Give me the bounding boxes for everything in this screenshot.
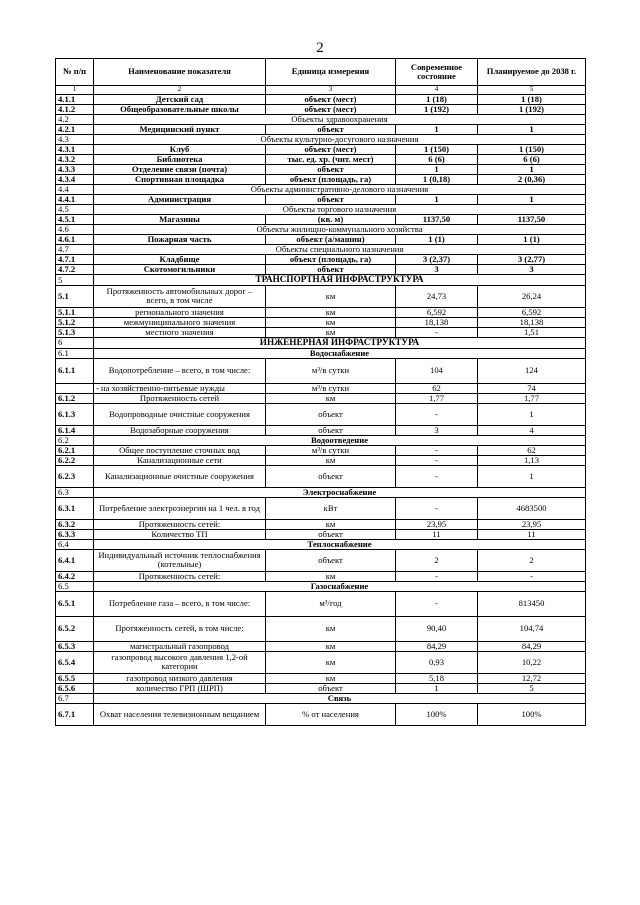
unit-cell: объект [266, 195, 396, 205]
row-number: 4.1.2 [56, 105, 94, 115]
unit-cell: объект [266, 549, 396, 571]
indicator-name: Канализационные сети [94, 455, 266, 465]
section-title: Электроснабжение [94, 487, 586, 497]
indicator-name: - на хозяйственно-питьевые нужды [94, 383, 266, 393]
col-header-unit: Единица измерения [266, 59, 396, 86]
unit-cell: объект [266, 403, 396, 425]
indicator-name: Водозаборные сооружения [94, 425, 266, 435]
col-index: 5 [478, 86, 586, 95]
page-number: 2 [316, 40, 324, 56]
table-row [56, 383, 586, 393]
col-header-name: Наименование показателя [94, 59, 266, 86]
unit-cell: км [266, 519, 396, 529]
indicator-name: Водопотребление – всего, в том числе: [94, 358, 266, 383]
row-number: 6.5.2 [56, 616, 94, 641]
current-value: 23,95 [396, 519, 478, 529]
col-index: 3 [266, 86, 396, 95]
planned-value: 1 (192) [478, 105, 586, 115]
table-row [56, 235, 586, 245]
planned-value: 18,138 [478, 317, 586, 327]
current-value: 1 (1) [396, 235, 478, 245]
current-value: 3 (2,37) [396, 255, 478, 265]
current-value: 1 [396, 683, 478, 693]
indicator-name: Протяженность сетей: [94, 519, 266, 529]
section-number: 6.1 [56, 348, 94, 358]
row-number: 4.1.1 [56, 95, 94, 105]
section-title: ТРАНСПОРТНАЯ ИНФРАСТРУКТУРА [94, 275, 586, 286]
table-row [56, 317, 586, 327]
row-number: 5.1.2 [56, 317, 94, 327]
planned-value: 5 [478, 683, 586, 693]
row-number: 4.2.1 [56, 125, 94, 135]
current-value: 90,40 [396, 616, 478, 641]
planned-value: 2 [478, 549, 586, 571]
section-title: Водоснабжение [94, 348, 586, 358]
indicator-name: Кладбище [94, 255, 266, 265]
table-row [56, 215, 586, 225]
table-row [56, 403, 586, 425]
row-number [56, 383, 94, 393]
unit-cell: объект (а/машин) [266, 235, 396, 245]
table-row [56, 105, 586, 115]
row-number: 6.3.1 [56, 497, 94, 519]
table-row [56, 591, 586, 616]
table-row [56, 641, 586, 651]
table-row [56, 307, 586, 317]
table-row [56, 155, 586, 165]
planned-value: 4683500 [478, 497, 586, 519]
table-row [56, 465, 586, 487]
unit-cell: % от населения [266, 703, 396, 725]
current-value: 1 (150) [396, 145, 478, 155]
section-title: Связь [94, 693, 586, 703]
current-value: 24,73 [396, 285, 478, 307]
indicator-name: Протяженность сетей, в том числе: [94, 616, 266, 641]
planned-value: 11 [478, 529, 586, 539]
current-value: - [396, 403, 478, 425]
planned-value: 1 [478, 165, 586, 175]
unit-cell: кВт [266, 497, 396, 519]
current-value: 6,592 [396, 307, 478, 317]
section-title: Объекты торгового назначения [94, 205, 586, 215]
table-row [56, 393, 586, 403]
table-row [56, 125, 586, 135]
current-value: 1 [396, 195, 478, 205]
table-row [56, 651, 586, 673]
section-title: Объекты жилищно-коммунального хозяйства [94, 225, 586, 235]
table-row [56, 497, 586, 519]
table-row [56, 549, 586, 571]
planned-value: 1 [478, 465, 586, 487]
row-number: 6.4.1 [56, 549, 94, 571]
planned-value: - [478, 571, 586, 581]
indicator-name: Отделение связи (почта) [94, 165, 266, 175]
planned-value: 84,29 [478, 641, 586, 651]
col-header-current: Современное состояние [396, 59, 478, 86]
row-number: 4.3.2 [56, 155, 94, 165]
section-title: Газоснабжение [94, 581, 586, 591]
planned-value: 1 [478, 125, 586, 135]
indicator-name: Спортивная площадка [94, 175, 266, 185]
current-value: 3 [396, 425, 478, 435]
table-row [56, 673, 586, 683]
current-value: 1 (192) [396, 105, 478, 115]
indicator-name: Потребление газа – всего, в том числе: [94, 591, 266, 616]
section-number: 6 [56, 337, 94, 348]
row-number: 6.1.3 [56, 403, 94, 425]
unit-cell: км [266, 651, 396, 673]
row-number: 4.3.3 [56, 165, 94, 175]
section-row [56, 348, 586, 358]
table-row [56, 445, 586, 455]
planned-value: 1,51 [478, 327, 586, 337]
indicator-name: Потребление электроэнергии на 1 чел. в год [94, 497, 266, 519]
planned-value: 62 [478, 445, 586, 455]
section-title: Объекты культурно-досугового назначения [94, 135, 586, 145]
indicator-name: регионального значения [94, 307, 266, 317]
planned-value: 3 [478, 265, 586, 275]
current-value: 11 [396, 529, 478, 539]
planned-value: 1 (1) [478, 235, 586, 245]
section-title: ИНЖЕНЕРНАЯ ИНФРАСТРУКТУРА [94, 337, 586, 348]
row-number: 6.2.3 [56, 465, 94, 487]
unit-cell: км [266, 641, 396, 651]
current-value: 84,29 [396, 641, 478, 651]
section-number: 6.2 [56, 435, 94, 445]
row-number: 4.5.1 [56, 215, 94, 225]
current-value: 2 [396, 549, 478, 571]
indicator-name: Количество ТП [94, 529, 266, 539]
current-value: - [396, 465, 478, 487]
indicator-name: Индивидуальный источник теплоснабжения (котельные) [94, 549, 266, 571]
planned-value: 3 (2,77) [478, 255, 586, 265]
planned-value: 1 [478, 195, 586, 205]
planned-value: 1 [478, 403, 586, 425]
section-number: 4.5 [56, 205, 94, 215]
indicator-name: Канализационные очистные сооружения [94, 465, 266, 487]
indicator-name: количество ГРП (ШРП) [94, 683, 266, 693]
planned-value: 104,74 [478, 616, 586, 641]
current-value: - [396, 445, 478, 455]
section-number: 4.3 [56, 135, 94, 145]
current-value: 1137,50 [396, 215, 478, 225]
indicator-name: Общее поступление сточных вод [94, 445, 266, 455]
current-value: - [396, 591, 478, 616]
row-number: 4.6.1 [56, 235, 94, 245]
unit-cell: объект [266, 425, 396, 435]
indicator-name: магистральный газопровод [94, 641, 266, 651]
section-row [56, 487, 586, 497]
planned-value: 1,13 [478, 455, 586, 465]
section-number: 6.4 [56, 539, 94, 549]
unit-cell: км [266, 616, 396, 641]
unit-cell: объект (мест) [266, 145, 396, 155]
unit-cell: объект [266, 125, 396, 135]
indicator-name: Детский сад [94, 95, 266, 105]
current-value: 0,93 [396, 651, 478, 673]
section-row [56, 337, 586, 348]
indicator-name: Пожарная часть [94, 235, 266, 245]
section-row [56, 135, 586, 145]
unit-cell: км [266, 393, 396, 403]
row-number: 4.4.1 [56, 195, 94, 205]
current-value: - [396, 497, 478, 519]
unit-cell: км [266, 455, 396, 465]
row-number: 5.1 [56, 285, 94, 307]
table-row [56, 455, 586, 465]
row-number: 6.5.4 [56, 651, 94, 673]
table-row [56, 571, 586, 581]
current-value: 104 [396, 358, 478, 383]
row-number: 4.7.2 [56, 265, 94, 275]
indicator-name: Охват населения телевизионным вещанием [94, 703, 266, 725]
col-index: 1 [56, 86, 94, 95]
table-header-row [56, 59, 586, 86]
section-title: Объекты специального назначения [94, 245, 586, 255]
section-row [56, 245, 586, 255]
table-row [56, 255, 586, 265]
planned-value: 10,22 [478, 651, 586, 673]
row-number: 6.5.3 [56, 641, 94, 651]
row-number: 5.1.1 [56, 307, 94, 317]
planned-value: 6,592 [478, 307, 586, 317]
row-number: 6.4.2 [56, 571, 94, 581]
row-number: 5.1.3 [56, 327, 94, 337]
planned-value: 1137,50 [478, 215, 586, 225]
row-number: 6.5.6 [56, 683, 94, 693]
current-value: 100% [396, 703, 478, 725]
planned-value: 813450 [478, 591, 586, 616]
planned-value: 124 [478, 358, 586, 383]
indicator-name: Протяженность сетей: [94, 571, 266, 581]
section-row [56, 275, 586, 286]
unit-cell: км [266, 327, 396, 337]
section-number: 4.2 [56, 115, 94, 125]
table-row [56, 195, 586, 205]
section-number: 6.5 [56, 581, 94, 591]
section-row [56, 115, 586, 125]
current-value: 1 [396, 165, 478, 175]
unit-cell: объект [266, 165, 396, 175]
table-row [56, 95, 586, 105]
section-row [56, 205, 586, 215]
row-number: 4.3.1 [56, 145, 94, 155]
row-number: 6.3.2 [56, 519, 94, 529]
table-row [56, 165, 586, 175]
current-value: 1,77 [396, 393, 478, 403]
unit-cell: км [266, 285, 396, 307]
planned-value: 4 [478, 425, 586, 435]
table-row [56, 285, 586, 307]
indicator-name: Клуб [94, 145, 266, 155]
planned-value: 2 (0,36) [478, 175, 586, 185]
unit-cell: объект [266, 265, 396, 275]
indicator-name: Библиотека [94, 155, 266, 165]
current-value: 5,18 [396, 673, 478, 683]
section-row [56, 539, 586, 549]
indicator-name: Магазины [94, 215, 266, 225]
row-number: 4.3.4 [56, 175, 94, 185]
table-row [56, 327, 586, 337]
table-row [56, 616, 586, 641]
planned-value: 1,77 [478, 393, 586, 403]
unit-cell: объект [266, 465, 396, 487]
current-value: 6 (6) [396, 155, 478, 165]
indicator-name: Администрация [94, 195, 266, 205]
section-number: 4.6 [56, 225, 94, 235]
table-row [56, 703, 586, 725]
table-row [56, 145, 586, 155]
unit-cell: м³/в сутки [266, 383, 396, 393]
indicator-name: Протяженность сетей [94, 393, 266, 403]
table-row [56, 175, 586, 185]
col-index: 2 [94, 86, 266, 95]
table-row [56, 265, 586, 275]
planned-value: 6 (6) [478, 155, 586, 165]
unit-cell: м³/год [266, 591, 396, 616]
planned-value: 1 (18) [478, 95, 586, 105]
row-number: 6.1.1 [56, 358, 94, 383]
unit-cell: тыс. ед. хр. (чит. мест) [266, 155, 396, 165]
current-value: 1 (0,18) [396, 175, 478, 185]
row-number: 6.2.1 [56, 445, 94, 455]
unit-cell: (кв. м) [266, 215, 396, 225]
col-header-planned: Планируемое до 2038 г. [478, 59, 586, 86]
planned-value: 12,72 [478, 673, 586, 683]
planned-value: 1 (150) [478, 145, 586, 155]
unit-cell: объект (мест) [266, 105, 396, 115]
table-row [56, 519, 586, 529]
section-number: 6.3 [56, 487, 94, 497]
section-title: Теплоснабжение [94, 539, 586, 549]
planned-value: 100% [478, 703, 586, 725]
unit-cell: объект [266, 529, 396, 539]
section-row [56, 581, 586, 591]
indicator-name: Медицинский пункт [94, 125, 266, 135]
section-row [56, 185, 586, 195]
indicator-name: межмуниципального значения [94, 317, 266, 327]
section-row [56, 693, 586, 703]
planned-value: 23,95 [478, 519, 586, 529]
section-number: 6.7 [56, 693, 94, 703]
col-header-number: № п/п [56, 59, 94, 86]
current-value: - [396, 455, 478, 465]
table-row [56, 425, 586, 435]
row-number: 4.7.1 [56, 255, 94, 265]
current-value: - [396, 571, 478, 581]
row-number: 6.3.3 [56, 529, 94, 539]
current-value: 62 [396, 383, 478, 393]
unit-cell: м³/в сутки [266, 445, 396, 455]
table-row [56, 529, 586, 539]
section-row [56, 435, 586, 445]
row-number: 6.1.2 [56, 393, 94, 403]
row-number: 6.5.1 [56, 591, 94, 616]
section-title: Объекты здравоохранения [94, 115, 586, 125]
unit-cell: объект [266, 683, 396, 693]
current-value: 1 [396, 125, 478, 135]
unit-cell: м³/в сутки [266, 358, 396, 383]
section-title: Водоотведение [94, 435, 586, 445]
planned-value: 74 [478, 383, 586, 393]
unit-cell: км [266, 673, 396, 683]
section-title: Объекты административно-делового назначения [94, 185, 586, 195]
indicator-name: газопровод низкого давления [94, 673, 266, 683]
indicators-table [55, 58, 586, 726]
row-number: 6.5.5 [56, 673, 94, 683]
unit-cell: км [266, 571, 396, 581]
indicator-name: местного значения [94, 327, 266, 337]
unit-cell: км [266, 307, 396, 317]
table-body [56, 95, 586, 726]
current-value: 18,138 [396, 317, 478, 327]
section-number: 4.7 [56, 245, 94, 255]
section-number: 4.4 [56, 185, 94, 195]
unit-cell: объект (площадь, га) [266, 255, 396, 265]
indicator-name: газопровод высокого давления 1,2-ой категории [94, 651, 266, 673]
indicator-name: Скотомогильники [94, 265, 266, 275]
section-row [56, 225, 586, 235]
row-number: 6.7.1 [56, 703, 94, 725]
col-index: 4 [396, 86, 478, 95]
current-value: - [396, 327, 478, 337]
unit-cell: км [266, 317, 396, 327]
section-number: 5 [56, 275, 94, 286]
planned-value: 26,24 [478, 285, 586, 307]
current-value: 3 [396, 265, 478, 275]
row-number: 6.2.2 [56, 455, 94, 465]
current-value: 1 (18) [396, 95, 478, 105]
indicator-name: Общеобразовательные школы [94, 105, 266, 115]
indicator-name: Водопроводные очистные сооружения [94, 403, 266, 425]
unit-cell: объект (мест) [266, 95, 396, 105]
table-row [56, 683, 586, 693]
indicator-name: Протяженность автомобильных дорог – всего, в том числе [94, 285, 266, 307]
table-row [56, 358, 586, 383]
row-number: 6.1.4 [56, 425, 94, 435]
unit-cell: объект (площадь, га) [266, 175, 396, 185]
